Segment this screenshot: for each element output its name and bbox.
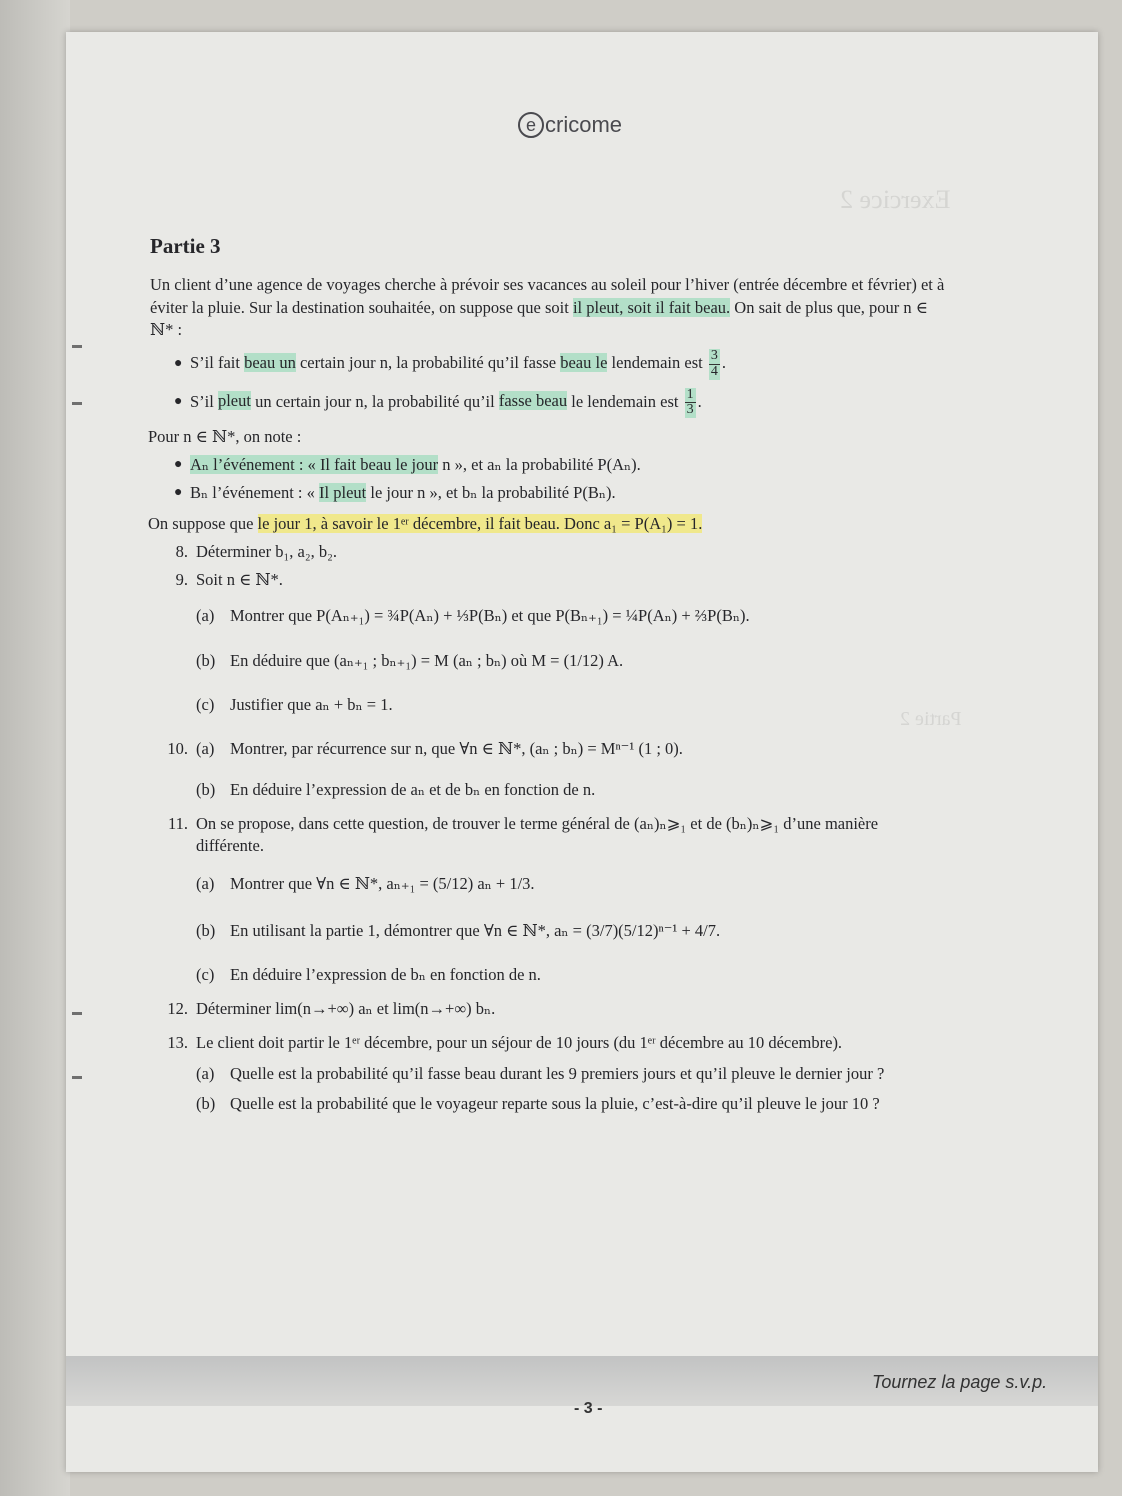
question-number: 9. [175, 570, 188, 590]
show-through-text: Partie 2 [900, 708, 962, 730]
subquestion-label: (b) [196, 1093, 216, 1113]
subquestion [196, 1093, 948, 1115]
logo-text: cricome [545, 112, 623, 137]
question-11 [148, 813, 948, 858]
assumption-text: On suppose que [148, 513, 258, 533]
subquestion-label: (b) [196, 779, 216, 799]
question-number: 8. [175, 541, 188, 561]
subquestion [196, 1063, 948, 1085]
bullet-dot: ● [174, 355, 183, 371]
bullet-dot: ● [174, 456, 183, 472]
question-13 [148, 1032, 948, 1054]
bullet-text: . [721, 353, 726, 373]
question-text: Le client doit partir le 1ᵉʳ décembre, pour un séjour de 10 jours (du 1ᵉʳ décembre au 10 décembre). [196, 1033, 843, 1053]
event-text: le jour n », et bₙ la probabilité P(Bₙ). [366, 483, 616, 503]
question-9 [148, 569, 948, 591]
subquestion [196, 779, 948, 801]
show-through-text: Exercice 2 [840, 185, 951, 214]
question-10 [148, 738, 948, 760]
exam-content [148, 232, 948, 1115]
subquestion-text: Justifier que aₙ + bₙ = 1. [230, 695, 393, 715]
subquestion-text: Quelle est la probabilité qu’il fasse beau durant les 9 premiers jours et qu’il pleuve le dernier jour ? [230, 1063, 885, 1083]
bullet-dot: ● [174, 394, 183, 410]
list-item [174, 482, 948, 504]
highlighted-text: pleut [217, 391, 251, 411]
numerator: 3 [710, 348, 718, 364]
subquestion [196, 873, 948, 895]
subquestion-label: (a) [196, 606, 215, 626]
question-number: 13. [167, 1033, 188, 1053]
bullet-text: lendemain est [607, 353, 703, 373]
bullet-text: un certain jour n, la probabilité qu’il [250, 391, 499, 411]
turn-page-note: Tournez la page s.v.p. [872, 1372, 1048, 1392]
highlighted-text: beau un [244, 353, 296, 373]
subquestion [196, 650, 948, 672]
subquestion-label: (b) [196, 920, 216, 940]
question-text: Déterminer b₁, a₂, b₂. [196, 541, 337, 561]
note-intro: Pour n ∈ ℕ*, on note : [148, 426, 302, 446]
assumption [148, 513, 948, 535]
fraction [709, 349, 720, 379]
denominator: 4 [710, 363, 718, 379]
bullet-text: S’il fait [190, 353, 245, 373]
logo-e-icon: e [518, 112, 544, 138]
ecricome-logo [518, 112, 622, 138]
question-12 [148, 998, 948, 1020]
subquestion [196, 605, 948, 627]
bullet-dot: ● [174, 485, 183, 501]
question-text: On se propose, dans cette question, de trouver le terme général de (aₙ)ₙ⩾₁ et de (bₙ)ₙ⩾₁ d’une manière différente. [196, 813, 879, 856]
question-number: 11. [167, 813, 188, 833]
list-item [174, 349, 948, 379]
intro-text: Un client d’une agence de voyages cherche à prévoir ses vacances au soleil pour l’hiver (entrée décembre et février) et à éviter la pluie. Sur la destination souhaitée, on suppose que soit [150, 275, 945, 317]
question-text: Déterminer lim(n→+∞) aₙ et lim(n→+∞) bₙ. [196, 999, 496, 1019]
event-text: Bₙ l’événement : « [190, 483, 320, 503]
binding-staple [72, 402, 82, 405]
list-item [174, 454, 948, 476]
binding-staple [72, 1076, 82, 1079]
bullet-text: S’il [190, 391, 218, 411]
bullet-text: le lendemain est [567, 391, 679, 411]
bullet-text: certain jour n, la probabilité qu’il fasse [295, 353, 561, 373]
booklet-spine [0, 0, 70, 1496]
page-number: - 3 - [574, 1400, 603, 1417]
subquestion [196, 920, 948, 942]
subquestion-text: En déduire l’expression de aₙ et de bₙ en fonction de n. [230, 779, 596, 799]
highlighted-text: Il fait beau le jour [319, 455, 439, 475]
subquestion-text: En utilisant la partie 1, démontrer que ∀n ∈ ℕ*, aₙ = (3/7)(5/12)ⁿ⁻¹ + 4/7. [230, 920, 721, 940]
highlighted-text: il pleut, soit il fait beau. [572, 297, 731, 317]
highlighted-text: Il pleut [319, 483, 367, 503]
bullet-text: . [697, 391, 702, 411]
subquestion-text: Quelle est la probabilité que le voyageur reparte sous la pluie, c’est-à-dire qu’il pleuve le jour 10 ? [230, 1093, 880, 1113]
subquestion-text: Montrer que ∀n ∈ ℕ*, aₙ₊₁ = (5/12) aₙ + 1/3. [230, 874, 535, 894]
subquestion [196, 694, 948, 716]
subquestion-label: (a) [196, 1063, 215, 1083]
highlighted-text: le jour 1, à savoir le 1ᵉʳ décembre, il fait beau. Donc a₁ = P(A₁) = 1. [257, 513, 703, 533]
subquestion-label: (c) [196, 964, 215, 984]
subquestion-text: Montrer que P(Aₙ₊₁) = ¾P(Aₙ) + ⅓P(Bₙ) et que P(Bₙ₊₁) = ¼P(Aₙ) + ⅔P(Bₙ). [230, 606, 750, 626]
section-title: Partie 3 [150, 234, 221, 258]
binding-staple [72, 1012, 82, 1015]
subquestion [196, 964, 948, 986]
intro-paragraph [150, 274, 948, 341]
denominator: 3 [686, 402, 694, 418]
subquestion-label: (c) [196, 695, 215, 715]
question-number: 12. [167, 999, 188, 1019]
event-text: n », et aₙ la probabilité P(Aₙ). [438, 455, 641, 475]
numerator: 1 [686, 386, 694, 402]
intro-text: On sait de plus que, pour n ∈ ℕ* : [150, 297, 928, 339]
highlighted-text: fasse beau [498, 391, 568, 411]
question-text: Soit n ∈ ℕ*. [196, 570, 283, 590]
subquestion-text: Montrer, par récurrence sur n, que ∀n ∈ ℕ*, (aₙ ; bₙ) = Mⁿ⁻¹ (1 ; 0). [230, 739, 683, 759]
subquestion-label: (b) [196, 650, 216, 670]
subquestion-text: En déduire que (aₙ₊₁ ; bₙ₊₁) = M (aₙ ; bₙ) où M = (1/12) A. [230, 650, 624, 670]
question-number: 10. [167, 739, 188, 759]
subquestion-text: En déduire l’expression de bₙ en fonction de n. [230, 964, 541, 984]
event-text: Aₙ l’événement : « [190, 455, 320, 475]
list-item [174, 388, 948, 418]
subquestion-label: (a) [196, 739, 215, 759]
question-8 [148, 541, 948, 563]
subquestion-label: (a) [196, 874, 215, 894]
binding-staple [72, 345, 82, 348]
fraction [685, 388, 696, 418]
highlighted-text: beau le [560, 353, 608, 373]
